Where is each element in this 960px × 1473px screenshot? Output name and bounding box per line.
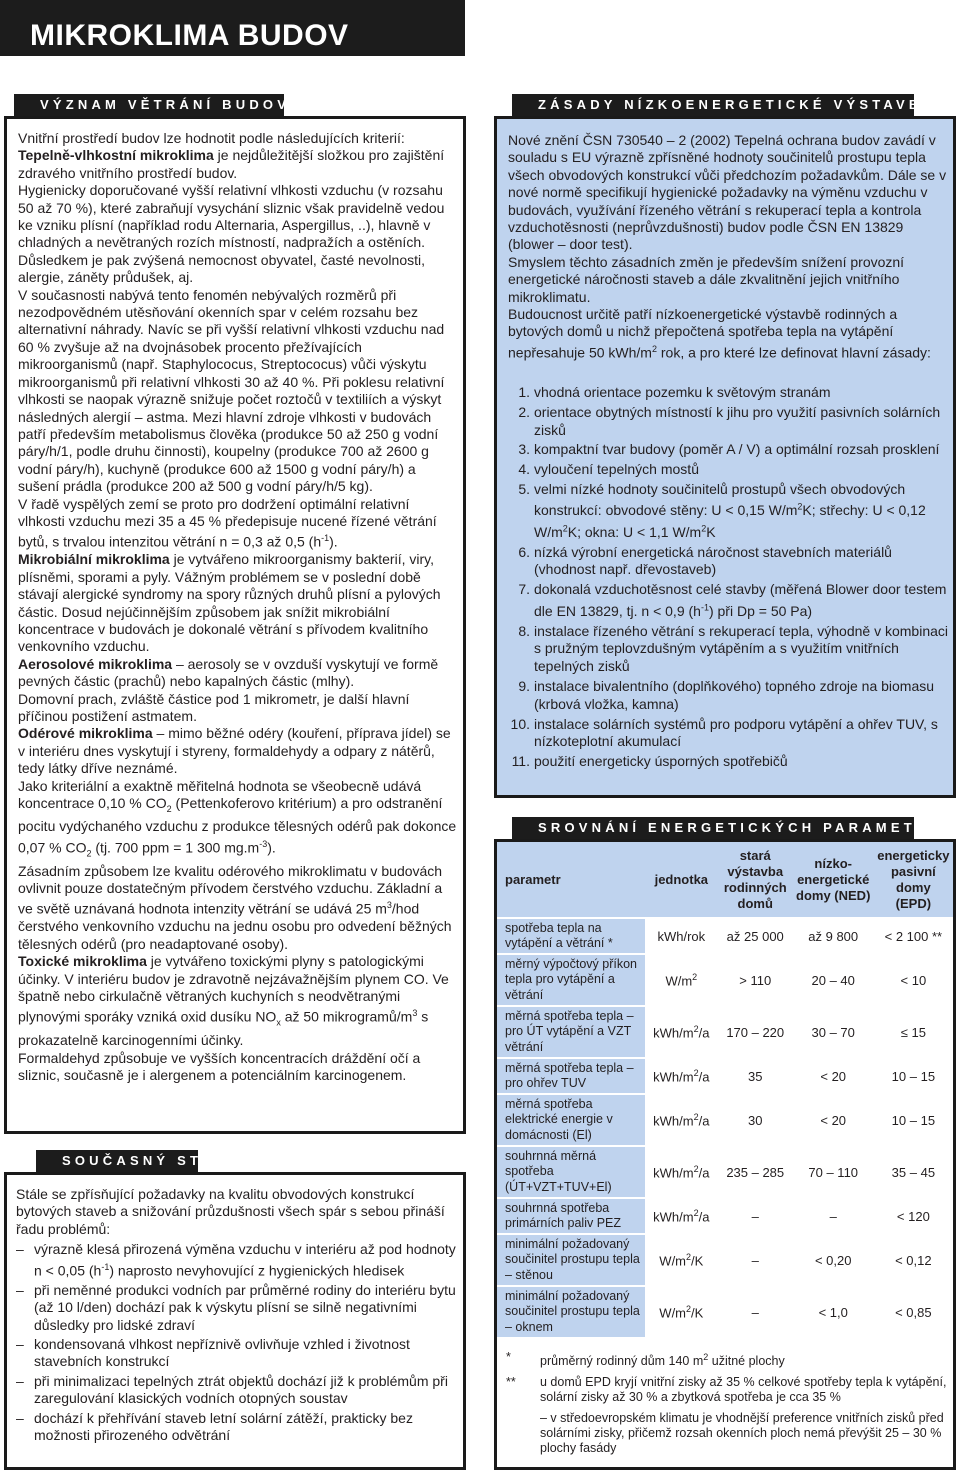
table-row: [497, 954, 953, 1006]
text-run: rok, a pro které lze definovat hlavní zásady:: [656, 344, 931, 361]
text-run: ) při Dp = 50 Pa): [708, 602, 813, 619]
text-run: Toxické mikroklima: [18, 953, 147, 970]
text-run: K: [706, 523, 716, 540]
text-run: Budoucnost určitě patří nízkoenergetické výstavbě rodinných a bytových domů u nichž přepočtená spotřeba tepla na vytápění nepřesahuje 50 kWh/m: [508, 306, 898, 361]
text-run: 3: [386, 900, 392, 911]
table-cell: souhrnná spotřeba primárních paliv PEZ: [497, 1198, 645, 1234]
table-cell: [645, 1058, 718, 1094]
table-row: [497, 1234, 953, 1286]
text-run: použití energeticky úsporných spotřebičů: [534, 753, 788, 770]
item-number: 3.: [518, 441, 530, 458]
principles-paragraph: [508, 254, 948, 306]
unit-part: kWh/m: [653, 1113, 694, 1129]
column-header: energeticky pasivní domy (EPD): [874, 842, 953, 918]
unit-part: W/m: [665, 973, 693, 989]
table-cell: < 0,20: [793, 1234, 874, 1286]
text-run: Aerosolové mikroklima: [18, 655, 173, 672]
table-cell: –: [793, 1198, 874, 1234]
text-run: V současnosti nabývá tento fenomén nebývalých rozměrů při nezodpovědném utěsňování okenních spar v celém rozsahu bez alternativní náhrady. Navíc se při vyšší relativní vlhkosti vzduchu nad 60 % zvyšuje až na dvojnásobek procento přežívajících mikroorganismů (např. Staphylococus, Streptococus) vůči výskytu mikroorganismů při relativní vlhkosti 30 až 40 %. Při poklesu relativní vlhkosti se naopak výrazně snižuje počet roztočů v textiliích a výskyt následných alergií – astma. Mezi hlavní zdroje vlhkosti v budovách patří především metabolismus člověka (produkce 50 až 250 g vodní páry/h/1, podle druhu činnosti), koupelny (produkce 700 až 2600 g vodní páry/h), kuchyně (produkce 600 až 1500 g vodní páry/h) a sušení prádla (produkce 200 až 500 g vodní páry/h/5 kg).: [18, 286, 445, 495]
ventilation-paragraph: [18, 656, 458, 691]
text-run: s prokazatelně karcinogenními účinky.: [18, 1009, 429, 1049]
unit-part: /a: [698, 1025, 710, 1041]
unit-part: 2: [686, 1303, 692, 1314]
problem-item: [16, 1336, 456, 1371]
dash-marker: –: [16, 1372, 24, 1389]
ventilation-paragraph: [18, 725, 458, 777]
table-row: [497, 1006, 953, 1058]
comparison-heading: SROVNÁNÍ ENERGETICKÝCH PARAMETRŮ: [512, 817, 914, 839]
table-cell: < 20: [793, 1058, 874, 1094]
ventilation-paragraph: [18, 691, 458, 726]
comparison-table: [497, 842, 953, 1339]
principles-text: [508, 132, 948, 362]
problem-item: [16, 1373, 456, 1408]
text-run: výrazně klesá přirozená výměna vzduchu v interiéru až pod hodnoty n < 0,05 (h: [34, 1241, 456, 1279]
text-run: vhodná orientace pozemku k světovým stranám: [534, 384, 831, 400]
text-run: V řadě vyspělých zemí se proto pro dodržení optimální relativní vlhkosti vzduchu mezi 35 a 45 % předepisuje nucené řízené větrání bytů, s trvalou intenzitou větrání n = 0,3 až 0,5 (h: [18, 495, 437, 550]
ventilation-heading: VÝZNAM VĚTRÁNÍ BUDOV: [14, 94, 284, 116]
text-run: -3: [259, 838, 268, 849]
text-run: při minimalizaci tepelných ztrát objektů dochází již k problémům při zaregulování klasických vodních otopných soustav: [34, 1372, 448, 1407]
text-run: Odérové mikroklima: [18, 725, 153, 742]
principle-item: [508, 441, 948, 459]
table-cell: 170 – 220: [718, 1006, 793, 1058]
footnote: [500, 1375, 948, 1405]
table-cell: 30 – 70: [793, 1006, 874, 1058]
text-run: Jako kriteriální a exaktně měřitelná hodnota se všeobecně udává koncentrace 0,10 % CO: [18, 777, 422, 812]
text-run: instalace řízeného větrání s rekuperací tepla, výhodně v kombinaci s pružným teplovzdušným vytápěním a s využitím vnitřních tepelných zisků: [534, 622, 949, 675]
problem-item: [16, 1410, 456, 1445]
unit-part: 2: [692, 971, 698, 982]
text-run: instalace solárních systémů pro podporu vytápění a ohřev TUV, s nízkoteplotní akumulací: [534, 715, 938, 750]
table-cell: až 25 000: [718, 918, 793, 954]
ventilation-paragraph: [18, 147, 458, 182]
text-run: 2: [166, 803, 172, 814]
text-run: – v středoevropském klimatu je vhodnější preference vnitřních zisků před solárními zisky, přičemž rozsah okenních ploch nemá převýšit 25 – 30 % plochy fasády: [540, 1411, 944, 1456]
ventilation-text: [18, 130, 458, 1085]
text-run: Smyslem těchto zásadních změn je především snížení provozní energetické náročnosti staveb a dále zkvalitnění jejich vnitřního mikroklimatu.: [508, 253, 905, 305]
text-run: (tj. 700 ppm = 1 300 mg.m: [91, 839, 260, 856]
principles-heading: ZÁSADY NÍZKOENERGETICKÉ VÝSTAVBY: [512, 94, 914, 116]
principle-item: [508, 753, 948, 771]
text-run: při neměnné produkci vodních par průměrné rodiny do interiéru bytu (až 10 l/den) dochází pak k výskytu plísní se silně negativními důsledky pro lidské zdraví: [34, 1281, 456, 1333]
unit-part: W/m: [659, 1305, 687, 1321]
table-cell: [645, 918, 718, 954]
table-cell: 70 – 110: [793, 1146, 874, 1198]
column-header: nízko-energetické domy (NED): [793, 842, 874, 918]
text-run: -1: [700, 602, 709, 613]
unit-part: kWh/m: [653, 1069, 694, 1085]
table-row: [497, 1198, 953, 1234]
text-run: ).: [329, 534, 338, 550]
comparison-notes: [500, 1350, 948, 1462]
unit-part: kWh/rok: [657, 928, 706, 944]
principle-item: [508, 384, 948, 402]
table-cell: –: [718, 1234, 793, 1286]
ventilation-paragraph: [18, 1050, 458, 1085]
text-run: ) naprosto nevyhovující z hygienických hledisek: [109, 1262, 405, 1279]
unit-part: W/m: [659, 1253, 687, 1269]
item-number: 6.: [518, 543, 530, 560]
table-cell: < 20: [793, 1094, 874, 1146]
table-cell: < 10: [874, 954, 953, 1006]
text-run: Vnitřní prostředí budov lze hodnotit podle následujících kriterií:: [18, 130, 405, 146]
item-number: 9.: [518, 677, 530, 694]
text-run: – aerosoly se v ovzduší vyskytují ve formě pevných částic (prachů) nebo kapalných částic (mlhy).: [18, 655, 439, 690]
text-run: dokonalá vzduchotěsnost celé stavby (měřená Blower door testem dle EN 13829, tj. n < 0,9 (h: [534, 581, 947, 619]
table-cell: –: [718, 1286, 793, 1338]
dash-marker: –: [16, 1335, 24, 1352]
unit-part: 2: [693, 1067, 699, 1078]
unit-part: /a: [698, 1069, 710, 1085]
table-cell: < 0,85: [874, 1286, 953, 1338]
table-cell: [645, 1198, 718, 1234]
table-cell: 30: [718, 1094, 793, 1146]
ventilation-paragraph: [18, 778, 458, 863]
page-title: MIKROKLIMA BUDOV: [30, 19, 349, 52]
text-run: K; střechy: U < 0,12 W/m: [534, 502, 926, 540]
table-cell: < 2 100 **: [874, 918, 953, 954]
principle-item: [508, 481, 948, 542]
principle-item: [508, 623, 948, 676]
text-run: velmi nízké hodnoty součinitelů prostupů všech obvodových konstrukcí: obvodové stěny: U < 0,15 W/m: [534, 480, 906, 519]
table-cell: [645, 954, 718, 1006]
text-run: 2: [562, 523, 568, 534]
text-run: 2: [701, 523, 707, 534]
dash-marker: –: [16, 1409, 24, 1426]
text-run: 2: [651, 343, 657, 354]
unit-part: kWh/m: [653, 1209, 694, 1225]
unit-part: kWh/m: [653, 1025, 694, 1041]
principles-list: [508, 384, 948, 773]
principle-item: [508, 461, 948, 479]
text-run: kondensovaná vlhkost nepříznivě ovlivňuje vzhled i životnost stavebních konstrukcí: [34, 1335, 410, 1370]
table-cell: 10 – 15: [874, 1094, 953, 1146]
unit-part: 2: [693, 1163, 699, 1174]
column-header: parametr: [497, 842, 645, 918]
problem-item: [16, 1282, 456, 1334]
current-state-list: [16, 1241, 456, 1444]
table-cell: 10 – 15: [874, 1058, 953, 1094]
text-run: 2: [86, 848, 92, 859]
item-number: 4.: [518, 461, 530, 478]
table-cell: měrná spotřeba elektrické energie v domácnosti (El): [497, 1094, 645, 1146]
footnote-mark: **: [506, 1375, 516, 1390]
principles-paragraph: [508, 306, 948, 362]
text-run: 3: [412, 1008, 418, 1019]
ventilation-paragraph: [18, 182, 458, 286]
ventilation-paragraph: [18, 496, 458, 552]
item-number: 2.: [518, 403, 530, 420]
text-run: nízká výrobní energetická náročnost stavebních materiálů (vhodnost např. dřevostaveb): [534, 543, 892, 578]
text-run: průměrný rodinný dům 140 m: [540, 1354, 704, 1369]
text-run: x: [276, 1017, 281, 1028]
table-cell: [645, 1234, 718, 1286]
unit-part: 2: [693, 1111, 699, 1122]
table-cell: [645, 1146, 718, 1198]
item-number: 7.: [518, 581, 530, 598]
table-cell: 35: [718, 1058, 793, 1094]
table-row: [497, 1286, 953, 1338]
unit-part: /K: [691, 1305, 704, 1321]
ventilation-paragraph: [18, 130, 458, 147]
item-number: 10.: [510, 715, 530, 732]
table-cell: až 9 800: [793, 918, 874, 954]
text-run: užitné plochy: [708, 1354, 785, 1369]
unit-part: /a: [698, 1165, 710, 1181]
ventilation-paragraph: [18, 953, 458, 1049]
current-state-heading: SOUČASNÝ STAV: [36, 1150, 198, 1172]
text-run: vyloučení tepelných mostů: [534, 461, 699, 478]
principle-item: [508, 678, 948, 714]
text-run: dochází k přehřívání staveb letní solární zátěží, prakticky bez možnosti přirozeného odvětrání: [34, 1409, 413, 1443]
table-cell: < 1,0: [793, 1286, 874, 1338]
table-cell: [645, 1094, 718, 1146]
table-row: [497, 918, 953, 954]
title-banner: [0, 0, 465, 56]
table-cell: souhrnná měrná spotřeba (ÚT+VZT+TUV+El): [497, 1146, 645, 1198]
item-number: 5.: [518, 480, 530, 497]
text-run: -1: [101, 1261, 110, 1272]
footnote-mark: *: [506, 1350, 511, 1364]
table-cell: [645, 1286, 718, 1338]
dash-marker: –: [16, 1241, 24, 1258]
text-run: Nové znění ČSN 730540 – 2 (2002) Tepelná ochrana budov zavádí v souladu s EU výrazně zpřísněné hodnoty součinitelů prostupu tepla všech obvodových konstrukcí vůči předchozím požadavkům. Dále se v nové normě specifikují hygienické požadavky na výměnu vzduchu v budovách, využívání řízeného větrání s rekuperací tepla a kontrola vzduchotěsnosti (neprůvzdušnosti) budov podle ČSN EN 13829 (blower – door test).: [508, 132, 947, 253]
text-run: až 50 mikrogramů/m: [280, 1009, 413, 1026]
ventilation-paragraph: [18, 287, 458, 496]
item-number: 1.: [518, 384, 530, 400]
principles-paragraph: [508, 132, 948, 254]
text-run: K; okna: U < 1,1 W/m: [567, 523, 702, 540]
text-run: (Pettenkoferovo kritérium) a pro odstranění pocitu vydýchaného vzduchu z produkce tělesných odérů pak dokonce 0,07 % CO: [18, 795, 457, 856]
table-cell: spotřeba tepla na vytápění a větrání *: [497, 918, 645, 954]
text-run: je vytvářeno mikroorganismy bakterií, viry, plísněmi, sporami a pyly. Vážným problémem se v poslední době stávají alergické syndromy na spory různých druhů plísní a pylových částic. Dosud nejúčinnějším způsobem jak snížit mikrobiální koncentrace v budovách je dokonalé větrání s přívodem kvalitního venkovního vzduchu.: [18, 551, 441, 655]
text-run: ).: [267, 839, 276, 856]
current-state-content: [16, 1186, 456, 1446]
item-number: 11.: [511, 753, 530, 770]
text-run: kompaktní tvar budovy (poměr A / V) a optimální rozsah prosklení: [534, 441, 940, 458]
column-header: stará výstavba rodinných domů: [718, 842, 793, 918]
table-row: [497, 1094, 953, 1146]
table-cell: 20 – 40: [793, 954, 874, 1006]
table-cell: –: [718, 1198, 793, 1234]
problem-item: [16, 1241, 456, 1279]
footnote: [500, 1350, 948, 1369]
text-run: -1: [321, 533, 330, 544]
text-run: Hygienicky doporučované vyšší relativní vlhkosti vzduchu (v rozsahu 50 až 70 %), které zabraňují vysychání sliznic však pravidelně vedou ke vzniku plísní (například rodu Alternaria, Aspergillus, ..), hlavně v chladných a nevětraných rozích místností, nadpražích a ostěních. Důsledkem je pak zvýšená nemocnost obyvatel, časté nevolnosti, alergie, záněty průdušek, aj.: [18, 182, 445, 286]
unit-part: 2: [693, 1023, 699, 1034]
text-run: instalace bivalentního (doplňkového) topného zdroje na biomasu (krbová vložka, kamna): [534, 677, 935, 712]
table-cell: měrná spotřeba tepla – pro ohřev TUV: [497, 1058, 645, 1094]
current-state-intro: Stále se zpřísňující požadavky na kvalitu obvodových konstrukcí bytových staveb a snižování průzdušnosti všech spár s sebou přináší řadu problémů:: [16, 1186, 445, 1237]
text-run: Zásadním způsobem lze kvalitu odérového mikroklimatu v budovách ovlivnit pouze dostatečným přívodem čerstvého vzduchu. Základní a ve světě uznávaná hodnota intenzity větrání se udává 25 m: [18, 862, 443, 918]
table-cell: 235 – 285: [718, 1146, 793, 1198]
principle-item: [508, 404, 948, 440]
unit-part: /a: [698, 1209, 710, 1225]
table-cell: ≤ 15: [874, 1006, 953, 1058]
text-run: Mikrobiální mikroklima: [18, 551, 170, 568]
table-cell: < 0,12: [874, 1234, 953, 1286]
table-cell: < 120: [874, 1198, 953, 1234]
text-run: Domovní prach, zvláště částice pod 1 mikrometr, je další hlavní příčinou postižení astmatem.: [18, 690, 410, 725]
dash-marker: –: [16, 1281, 24, 1298]
ventilation-paragraph: [18, 863, 458, 954]
text-run: /hod čerstvého venkovního vzduchu na jednu osobu pro odvedení běžných tělesných odérů (pro neadaptované osoby).: [18, 901, 452, 952]
unit-part: /K: [691, 1253, 704, 1269]
table-row: [497, 1146, 953, 1198]
principle-item: [508, 716, 948, 752]
footnote: [500, 1411, 948, 1456]
text-run: 2: [703, 1352, 709, 1362]
text-run: Tepelně-vlhkostní mikroklima: [18, 147, 214, 164]
column-header: jednotka: [645, 842, 718, 918]
table-cell: měrná spotřeba tepla – pro ÚT vytápění a VZT větrání: [497, 1006, 645, 1058]
text-run: je nejdůležitější složkou pro zajištění zdravého vnitřního prostředí budov.: [18, 147, 445, 181]
table-cell: [645, 1006, 718, 1058]
table-cell: > 110: [718, 954, 793, 1006]
unit-part: 2: [686, 1251, 692, 1262]
principle-item: [508, 581, 948, 620]
text-run: je vytvářeno toxickými plyny s patologickými účinky. V interiéru budov je zdravotně nejzávažnějším plynem CO. Ve špatně nebo cirkulačně větraných kuchyních s neodvětranými plynovými sporáky vzniká oxid dusíku NO: [18, 953, 449, 1026]
unit-part: /a: [698, 1113, 710, 1129]
principle-item: [508, 544, 948, 580]
text-run: orientace obytných místností k jihu pro využití pasivních solárních zisků: [534, 403, 941, 438]
text-run: u domů EPD kryjí vnitřní zisky až 35 % celkové spotřeby tepla k vytápění, solární zisky až 30 % a zbytková spotřeba je cca 35 %: [540, 1375, 947, 1405]
table-cell: měrný výpočtový příkon tepla pro vytápění a větrání: [497, 954, 645, 1006]
table-cell: minimální požadovaný součinitel prostupu tepla – stěnou: [497, 1234, 645, 1286]
table-cell: minimální požadovaný součinitel prostupu tepla – oknem: [497, 1286, 645, 1338]
table-row: [497, 1058, 953, 1094]
unit-part: 2: [693, 1207, 699, 1218]
table-cell: 35 – 45: [874, 1146, 953, 1198]
text-run: Formaldehyd způsobuje ve vyšších koncentracích dráždění očí a sliznic, současně je i alergenem a potenciálním karcinogenem.: [18, 1049, 421, 1084]
unit-part: kWh/m: [653, 1165, 694, 1181]
ventilation-paragraph: [18, 551, 458, 655]
text-run: – mimo běžné odéry (kouření, příprava jídel) se v interiéru dnes vyskytují i styreny, formaldehydy a odpary z nátěrů, tedy látky dříve neznámé.: [18, 725, 451, 777]
item-number: 8.: [518, 622, 530, 639]
text-run: 2: [797, 501, 803, 512]
